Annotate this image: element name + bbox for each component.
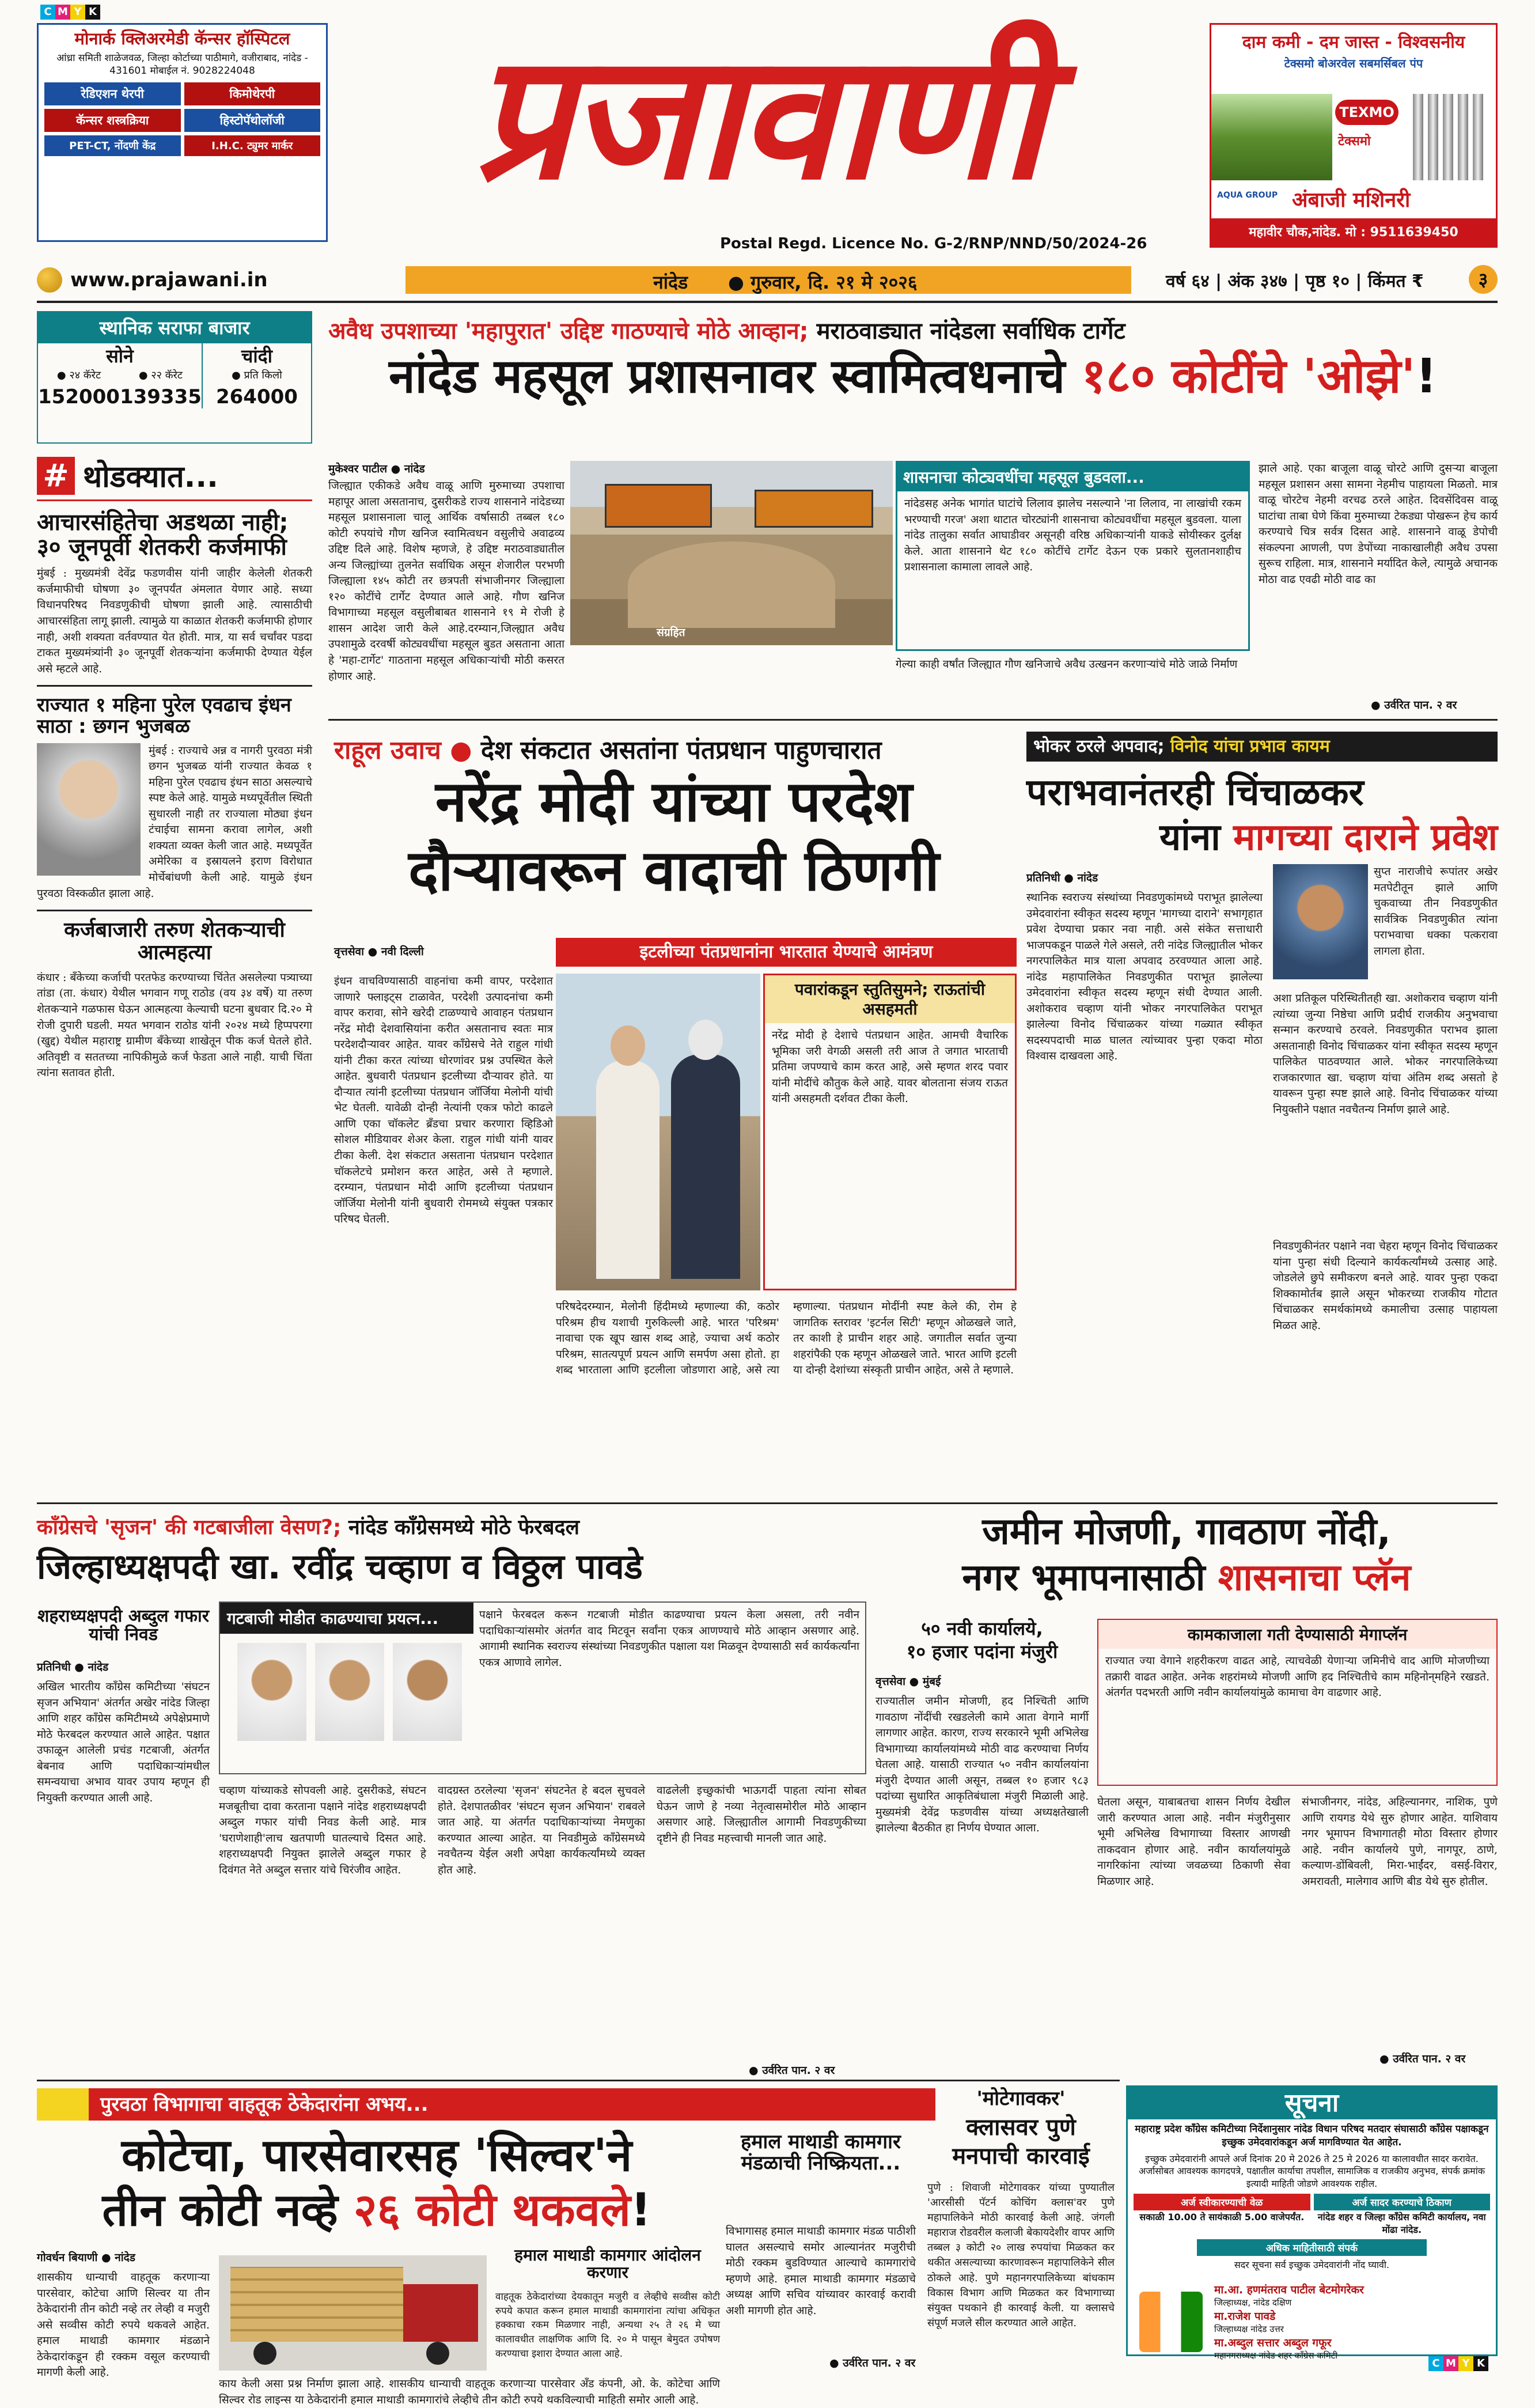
chinchalkar-kicker-2: विनोद यांचा प्रभाव कायम xyxy=(1164,736,1330,756)
lead-sidebox-text: नांदेडसह अनेक भागांत घाटांचे लिलाव झालेच नसल्याने 'ना लिलाव, ना लाखांची रकम भरण्याची गरज' अशा थाटात चोरट्यांनी शासनाचा कोट्यवधींचा महसूल बुडवला. याला नांदेड तालुका सर्वात आघाडीवर असूनही वरिष्ठ अधिकाऱ्यांनी याकडे सोयीस्कर दुर्लक्ष केले. आता शासनाने थेट १८० कोटींचे टार्गेट देऊन एक प्रकारे सुलतानशाहीच प्रशासनाला कामाला लावले आहे. xyxy=(904,497,1241,574)
dateline-bar xyxy=(37,263,1498,297)
lead-kicker-2: मराठवाड्यात नांदेडला सर्वाधिक टार्गेट xyxy=(808,318,1125,344)
cmyk-m: M xyxy=(55,5,70,20)
land-headline-2 xyxy=(875,1558,1498,1598)
lead-sidebox xyxy=(896,461,1250,651)
congress-hand-logo xyxy=(1139,2292,1203,2352)
chinchalkar-byline: प्रतिनिधी ● नांदेड xyxy=(1026,872,1098,884)
congress-body-3: वादग्रस्त ठरलेल्या 'सृजन' संघटनेत हे बदल सुचवले होते. देशपातळीवर 'संघटन सृजन अभियान' राबवले जात आहे. या अंतर्गत पदाधिकाऱ्यांच्या नेमणुका करण्यात आल्या आहेत. या निवडीमुळे काँग्रेसमध्ये नवचैतन्य येईल अशी अपेक्षा कार्यकर्त्यांमध्ये व्यक्त होत आहे. xyxy=(438,1784,645,1876)
chinchalkar-headline-1: पराभवानंतरही चिंचाळकर xyxy=(1026,771,1364,814)
congress-kicker xyxy=(37,1512,866,1540)
notice-person-3: मा.अब्दुल सत्तार अब्दुल गफूर xyxy=(1214,2337,1332,2349)
brief-2-body: मुंबई : राज्याचे अन्न व नागरी पुरवठा मंत्री छगन भुजबळ यांनी राज्यात केवळ १ महिना पुरेल एवढाच इंधन साठा असल्याचे स्पष्ट केले आहे. यामुळे मध्यपूर्वेतील स्थिती सुधारली नाही तर राज्याला मोठ्या इंधन टंचाईचा सामना करावा लागेल, अशी शक्यता व्यक्त केली जात आहे. मध्यपूर्वेत अमेरिका व इस्रायलने इराण विरोधात मोर्चेबांधणी केली आहे. यामुळे इंधन पुरवठा विस्कळीत झाला आहे. xyxy=(37,744,312,900)
supply-kicker-accent xyxy=(37,2088,89,2121)
masthead-title: प्रजावाणी xyxy=(473,17,1042,218)
brief-2-headline: राज्यात १ महिना पुरेल एवढाच इंधन साठा : छगन भुजबळ xyxy=(37,694,291,738)
ad-item-chemo: किमोथेरपी xyxy=(184,82,321,105)
supply-body-3: विभागासह हमाल माथाडी कामगार मंडळ पाठीशी घालत असल्याचे समोर आल्यानंतर मजुरीची मोठी रक्कम बुडविण्यात आल्याचे कामगारांचे म्हणणे आहे. हमाल माथाडी कामगार मंडळाचे अध्यक्ष आणि सचिव यांच्यावर कारवाई करावी अशी मागणी होत आहे. xyxy=(726,2225,916,2317)
supply-box-head: हमाल माथाडी कामगार आंदोलन करणार xyxy=(514,2246,701,2282)
modi-body-1: इंधन वाचविण्यासाठी वाहनांचा कमी वापर, परदेशात जाणारे फ्लाइट्स टाळावेत, परदेशी उत्पादनांचा कमी वापर करावा, सोने खरेदी टाळण्याचे आवाहन पंतप्रधान नरेंद्र मोदी देशवासियांना करीत असतानाच स्वतः मात्र परदेशदौऱ्यावर आहेत. यावर काँग्रेसचे नेते राहुल गांधी यांनी टीका करत त्यांच्या धोरणांवर प्रश्न उपस्थित केले आहेत. बुधवारी पंतप्रधान इटलीच्या दौऱ्यावर होते. या दौऱ्यात त्यांनी इटलीच्या पंतप्रधान जॉर्जिया मेलोनी यांची भेट घेतली. यावेळी दोन्ही नेत्यांनी एकत्र फोटो काढले आणि एका चॉकलेट ब्रँडचा प्रचार करणारा व्हिडिओ सोशल मीडियावर शेअर केला. राहुल गांधी यांनी यावर टीका केली. देश संकटात असताना पंतप्रधान परदेशात चॉकलेटचे प्रमोशन करत आहेत, असे ते म्हणाले. दरम्यान, पंतप्रधान मोदी आणि इटलीच्या पंतप्रधान जॉर्जिया मेलोनी यांनी बुधवारी रोममध्ये संयुक्त पत्रकार परिषद घेतली. xyxy=(334,975,553,1226)
modi-headline-2: दौऱ्यावरून वादाची ठिणगी xyxy=(408,838,939,904)
land-sub-2: १० हजार पदांना मंजुरी xyxy=(906,1641,1058,1663)
supply-headline-2b: २६ कोटी थकवले xyxy=(353,2184,631,2236)
lead-headline xyxy=(328,351,1498,403)
sand-truck-photo xyxy=(570,461,893,645)
masthead-rule xyxy=(37,301,1498,303)
postal-licence: Postal Regd. Licence No. G-2/RNP/NND/50/2024-26 xyxy=(720,235,1147,252)
notice-person-2: मा.राजेश पावडे xyxy=(1214,2310,1276,2323)
supply-box-text: वाहतूक ठेकेदारांच्या देयकातून मजुरी व लेव्हीचे सव्वीस कोटी रुपये कपात करून हमाल माथाडी कामगारांना त्यांचा अधिकृत हक्काचा रकम मिळणार नाही, अन्यथा २५ ते २६ मे च्या कालावधीत लाक्षणिक आणि दि. २० मे पासून बेमुदत उपोषण करण्याचा इशारा देण्यात आला आहे. xyxy=(495,2291,720,2360)
notice-time-head: अर्ज स्वीकारण्याची वेळ xyxy=(1134,2194,1310,2210)
land-body-3: संभाजीनगर, नांदेड, अहिल्यानगर, नाशिक, पुणे आणि रायगड येथे सुरु होणार आहेत. याशिवाय नगर भूमापन विभागातही मोठा विस्तार होणार आहे. नवीन कार्यालये पुणे, नागपूर, ठाणे, कल्याण-डोंबिवली, मिरा-भाईंदर, वसई-विरार, अमरावती, मालेगाव आणि बीड येथे सुरु होतील. xyxy=(1302,1796,1498,1888)
land-byline: वृत्तसेवा ● मुंबई xyxy=(875,1675,941,1688)
pump-image xyxy=(1407,94,1494,180)
thodkyat-section xyxy=(37,455,312,1504)
gold-24k-price: 152000 xyxy=(38,385,120,408)
bhujbal-photo xyxy=(37,743,141,876)
chinchalkar-body-3: निवडणुकीनंतर पक्षाने नवा चेहरा म्हणून विनोद चिंचाळकर यांना पुन्हा संधी दिल्याने कार्यकर्त्यांमध्ये उत्साह आहे. जोडलेले छुपे समीकरण बनले आहे. यावर पुन्हा एकदा शिक्कामोर्तब झाले असून भोकरच्या राजकीय गोटात चिंचाळकर समर्थकांमध्ये कमालीचा उत्साह पाहायला मिळत आहे. xyxy=(1273,1240,1498,1332)
chinchalkar-body-2: अशा प्रतिकूल परिस्थितीतही खा. अशोकराव चव्हाण यांनी त्यांच्या जुन्या निष्ठेचा आणि प्रदीर्घ राजकीय अनुभवाचा सन्मान करण्याचे ठरवले. निवडणुकीत पराभव झाला असतानाही विनोद चिंचाळकर यांना स्वीकृत सदस्य म्हणून पालिकेत पाठवण्यात आले. भोकर नगरपालिकेच्या राजकारणात खा. चव्हाण यांचा अंतिम शब्द असतो हे यावरून पुन्हा स्पष्ट झाले आहे. विनोद चिंचाळकर यांच्या नियुक्तीने पक्षात नवचैतन्य निर्माण झाले आहे. xyxy=(1273,992,1498,1116)
congress-kicker-2: नांदेड काँग्रेसमध्ये मोठे फेरबदल xyxy=(341,1516,580,1539)
ad-item-surgery: कॅन्सर शस्त्रक्रिया xyxy=(44,109,181,132)
texmo-logo: TEXMO xyxy=(1335,100,1398,125)
edition-city: नांदेड xyxy=(653,271,688,293)
motegaonkar-headline-1: क्लासवर पुणे xyxy=(966,2114,1076,2141)
lead-body-1: जिल्ह्यात एकीकडे अवैध वाळू आणि मुरुमाच्या उपशाचा महापूर आला असतानाच, दुसरीकडे राज्य शासनाने नांदेडच्या महसूल प्रशासनाला चालू आर्थिक वर्षासाठी तब्बल १८० कोटी रुपयांचे गौण खनिज स्वामित्वधन वसुलीचे अवाढव्य उद्दिष्ट दिले आहे. विशेष म्हणजे, हे उद्दिष्ट मराठवाड्यातील अन्य जिल्ह्यांच्या तुलनेत सर्वाधिक असून शेजारील परभणी जिल्ह्याला १४५ कोटी तर छत्रपती संभाजीनगर जिल्ह्याला १२० कोटींचे टार्गेट देण्यात आले आहे. गौण खनिज विभागाच्या महसूल वसुलीबाबत शासनाने १९ मे रोजी हे शासन आदेश जारी केले आहे.दरम्यान,जिल्ह्यात अवैध उपशामुळे दरवर्षी कोट्यवधींचा महसूल बुडत असताना आता हे 'महा-टार्गेट' गाठताना महसूल अधिकाऱ्यांची मोठी कसरत होणार आहे. xyxy=(328,479,564,683)
pawar-box xyxy=(763,974,1017,1290)
pawar-title: पवारांकडून स्तुतिसुमने; राऊतांची असहमती xyxy=(765,975,1015,1023)
cmyk-y-bottom: Y xyxy=(1458,2356,1473,2371)
issue-info: वर्ष ६४ | अंक ३४७ | पृष्ठ १० | किंमत ₹ xyxy=(1166,271,1424,291)
texmo-tagline: दाम कमी - दम जास्त - विश्वसनीय xyxy=(1242,32,1465,52)
chinchalkar-kicker xyxy=(1026,732,1498,762)
grain-truck-photo xyxy=(219,2255,487,2371)
congress-side-head: शहराध्यक्षपदी अब्दुल गफार यांची निवड xyxy=(37,1606,209,1645)
land-headline-2b: शासनाचा प्लॅन xyxy=(1218,1557,1411,1599)
ad-item-ihc: I.H.C. ट्युमर मार्कर xyxy=(184,135,321,156)
notice-note: सदर सूचना सर्व इच्छुक उमेदवारांनी नोंद घ्यावी. xyxy=(1234,2259,1390,2270)
ad-item-radiation: रेडिएशन थेरपी xyxy=(44,82,181,105)
cmyk-marks-top xyxy=(40,5,100,20)
congress-body-2: चव्हाण यांच्याकडे सोपवली आहे. दुसरीकडे, संघटन मजबूतीचा दावा करताना पक्षाने नांदेड शहराध्यक्षपदी अब्दुल गफार यांची निवड केली आहे. मात्र 'घराणेशाही'लाच खतपाणी घातल्याचे दिसत आहे. शहराध्यक्षपदी नियुक्त झालेले अब्दुल गफार हे दिवंगत नेते अब्दुल सत्तार यांचे चिरंजीव आहेत. xyxy=(219,1784,426,1876)
edition-date: ● गुरुवार, दि. २१ मे २०२६ xyxy=(728,271,918,293)
lead-headline-3: ! xyxy=(1415,349,1437,404)
texmo-subline: टेक्समो बोअरवेल सबमर्सिबल पंप xyxy=(1284,56,1423,70)
texmo-brand-mr: टेक्समो xyxy=(1338,134,1371,149)
notice-contacts xyxy=(1214,2282,1491,2361)
gold-22k-label: ● २२ कॅरेट xyxy=(138,369,183,381)
supply-headline-1: कोटेचा, पारसेवारसह 'सिल्वर'ने xyxy=(121,2130,632,2182)
modi-kicker-2: देश संकटात असतांना पंतप्रधान पाहुणचारात xyxy=(472,736,882,765)
cmyk-c-bottom: C xyxy=(1428,2356,1443,2371)
modi-byline: वृत्तसेवा ● नवी दिल्ली xyxy=(334,945,424,958)
lead-kicker xyxy=(328,314,1498,346)
land-headline-2a: नगर भूमापनासाठी xyxy=(962,1557,1218,1599)
chinchalkar-headline-2b: मागच्या दाराने प्रवेश xyxy=(1233,816,1498,859)
texmo-ad[interactable] xyxy=(1210,23,1498,248)
chinchalkar-side: सुप्त नाराजीचे रूपांतर अखेर मतपेटीतून झाले आणि चुकवाच्या तीन निवडणुकीत सार्वत्रिक निवडणुकीत त्यांना पराभवाचा धक्का पत्करावा लागला होता. xyxy=(1374,865,1498,957)
notice-person-1-role: जिल्हाध्यक्ष, नांदेड दक्षिण xyxy=(1214,2297,1292,2308)
brief-3-headline: कर्जबाजारी तरुण शेतकऱ्याची आत्महत्या xyxy=(64,918,285,964)
land-body-2: घेतला असून, याबाबतचा शासन निर्णय देखील जारी करण्यात आला आहे. नवीन मंजुरीनुसार भूमी अभिलेख विभागाच्या विस्तार आणखी ताकदवान होणार आहे. नवीन कार्यालयांमुळे नागरिकांना त्यांच्या जवळच्या ठिकाणी सेवा मिळणार आहे. xyxy=(1097,1796,1290,1888)
lead-headline-1: नांदेड महसूल प्रशासनावर स्वामित्वधनाचे xyxy=(389,349,1082,404)
supply-headline-2c: ! xyxy=(630,2184,651,2236)
lead-byline: मुकेश्वर पाटील ● नांदेड xyxy=(328,463,425,475)
gold-24k-label: ● २४ कॅरेट xyxy=(56,369,101,381)
chinchalkar-photo xyxy=(1273,864,1368,979)
congress-body-1: अखिल भारतीय काँग्रेस कमिटीच्या 'संघटन सृजन अभियान' अंतर्गत अखेर नांदेड जिल्हा आणि शहर काँग्रेस कमिटीमध्ये अपेक्षेप्रमाणे मोठे फेरबदल करण्यात आले आहेत. पक्षात उफाळून आलेली प्रचंड गटबाजी, अंतर्गत बेबनाव आणि पदाधिकाऱ्यांमधील समन्वयाचा अभाव यावर उपाय म्हणून ही नियुक्ती करण्यात आली आहे. xyxy=(37,1680,210,1804)
notice-text-1: महाराष्ट्र प्रदेश काँग्रेस कमिटीच्या निर्देशानुसार नांदेड विधान परिषद मतदार संघासाठी काँग्रेस पक्षाकडून इच्छुक उमेदवारांकडून अर्ज मागविण्यात येत आहेत. xyxy=(1135,2123,1489,2148)
chinchalkar-kicker-1: भोकर ठरले अपवाद; xyxy=(1033,736,1165,756)
hospital-ad[interactable] xyxy=(37,23,328,242)
chinchalkar-body-1: स्थानिक स्वराज्य संस्थांच्या निवडणुकांमध्ये पराभूत झालेल्या उमेदवारांना स्वीकृत सदस्य म्हणून 'मागच्या दाराने' सभागृहात प्रवेश देण्याचा प्रकार नवा नाही. असे संकेत सत्ताधारी भाजपकडून पाळले गेले असले, तरी नांदेड जिल्ह्यातील भोकर नगरपालिकेत मात्र याला अपवाद ठरवण्यात आला आहे. नांदेड महापालिकेत निवडणुकीत पराभूत झालेल्या उमेदवारांना स्वीकृत सदस्य म्हणून संधी देण्यात आली. अशोकराव चव्हाण यांनी भोकर नगरपालिकेत पराभूत झालेल्या विनोद चिंचाळकर यांच्या गळ्यात स्वीकृत सदस्यपदाची माळ घालत त्यांच्यावर पुन्हा एकदा मोठा विश्वास दाखवला आहे. xyxy=(1026,891,1263,1063)
website[interactable]: www.prajawani.in xyxy=(70,268,268,291)
shop-address: महावीर चौक,नांदेड. मो : 9511639450 xyxy=(1211,218,1496,247)
congress-kicker-1: काँग्रेसचे 'सृजन' की गटबाजीला वेसण?; xyxy=(37,1516,342,1539)
notice-person-1: मा.आ. हणमंतराव पाटील बेटमोगरेकर xyxy=(1214,2284,1364,2296)
lead-body-2: झाले आहे. एका बाजूला वाळू चोरटे आणि दुसऱ्या बाजूला महसूल प्रशासन असा सामना नेहमीच पाहायला मिळतो. मात्र वाळू चोरटेच नेहमी वरचढ ठरले आहेत. दिवसेंदिवस वाळू घाटांचा ताबा घेणे किंवा मुरुमाच्या टेकड्या पोखरून हेच कार्य करण्याचे चित्र सर्वत्र दिसत आहे. शासनाने वाळू डेपोची संकल्पना आणली, पण डेपोंच्या नाकाखालीही अवैध उपसा सुरूच राहिला. मात्र, शासनाने मर्यादित केले, त्यामुळे अचानक मोठा वाढ एवढी मोठी वाढ का xyxy=(1259,462,1498,586)
land-headline-1: जमीन मोजणी, गावठाण नोंदी, xyxy=(982,1510,1391,1553)
modi-kicker-1: राहूल उवाच ● xyxy=(334,736,472,765)
congress-body-4: वाढलेली इच्छुकांची भाऊगर्दी पाहता त्यांना सोबत घेऊन जाणे हे नव्या नेतृत्वासमोरील मोठे आव्हान असणार आहे. जिल्ह्यातील आगामी निवडणुकीच्या दृष्टीने ही निवड महत्त्वाची मानली जात आहे. xyxy=(657,1784,866,1845)
cmyk-marks-bottom xyxy=(1428,2356,1488,2371)
notice-place-head: अर्ज सादर करण्याचे ठिकाण xyxy=(1314,2194,1491,2210)
congress-continued[interactable]: ● उर्वरित पान. २ वर xyxy=(749,2064,835,2077)
cmyk-k-bottom: K xyxy=(1473,2356,1488,2371)
land-box-title: कामकाजाला गती देण्यासाठी मेगाप्लॅन xyxy=(1098,1620,1496,1649)
cmyk-k: K xyxy=(85,5,100,20)
silver-price: 264000 xyxy=(215,385,298,408)
modi-kicker xyxy=(334,732,1014,766)
leader-photo-2 xyxy=(315,1643,384,1741)
silver-kilo-label: ● प्रति किलो xyxy=(232,369,282,381)
price-badge: ३ xyxy=(1469,265,1498,294)
thodkyat-title: थोडक्यात... xyxy=(83,460,218,494)
congress-box-title: गटबाजी मोडीत काढण्याचा प्रयत्न... xyxy=(220,1603,473,1634)
lead-kicker-1: अवैध उपशाच्या 'महापुरात' उद्दिष्ट गाठण्याचे मोठे आव्हान; xyxy=(328,318,809,344)
modi-subhead: इटलीच्या पंतप्रधानांना भारतात येण्याचे आमंत्रण xyxy=(556,938,1017,967)
brief-1-body: मुंबई : मुख्यमंत्री देवेंद्र फडणवीस यांनी जाहीर केलेली शेतकरी कर्जमाफीची घोषणा ३० जूनपर्यंत अंमलात येणार आहे. सध्या विधानपरिषद निवडणुकीची घोषणा झाली आहे. त्यासाठीची आचारसंहिता लागू झाली. त्यामुळे या काळात शेतकरी कर्जमाफी होणार नाही, अशी शक्यता वर्तवण्यात येत होती. मात्र, या सर्व चर्चांवर पडदा टाकत मुख्यमंत्र्यांनी ३० जूनपूर्वी शेतकऱ्यांना कर्जमाफी देण्यात येईल असे म्हटले आहे. xyxy=(37,567,312,675)
congress-headline: जिल्हाध्यक्षपदी खा. रवींद्र चव्हाण व विठ्ठल पावडे xyxy=(37,1547,643,1587)
shop-name: अंबाजी मशिनरी xyxy=(1292,188,1411,212)
supply-side-head: हमाल माथाडी कामगार मंडळाची निष्क्रियता... xyxy=(741,2130,901,2175)
supply-byline: गोवर्धन बियाणी ● नांदेड xyxy=(37,2251,135,2264)
brief-3-body: कंधार : बँकेच्या कर्जाची परतफेड करण्याच्या चिंतेत असलेल्या पत्र्याच्या तांडा (ता. कंधार) येथील भगवान गणू राठोड (वय ३४ वर्षे) या तरुण शेतकऱ्याने गळफास घेऊन आत्महत्या केल्याची घटना बुधवार दि.२० मे रोजी दुपारी घडली. मयत भगवान राठोड यांनी २०२४ मध्ये हिप्पपरगा (खुद्द) येथील महाराष्ट्र ग्रामीण बँकेच्या शाखेतून पीक कर्ज घेतले होते. अतिवृष्टी व सततच्या नापिकीमुळे कर्ज फेडता आले नाही. याची चिंता त्यांना सतावत होती. xyxy=(37,971,312,1080)
date-band xyxy=(405,266,1131,294)
modi-headline-1: नरेंद्र मोदी यांच्या परदेश xyxy=(435,769,912,835)
brief-1-headline: आचारसंहितेचा अडथळा नाही; ३० जूनपूर्वी शेतकरी कर्जमाफी xyxy=(37,509,289,561)
photo-caption: संग्रहित xyxy=(657,626,685,639)
supply-kicker: पुरवठा विभागाचा वाहतूक ठेकेदारांना अभय... xyxy=(37,2088,935,2121)
congress-box xyxy=(219,1601,866,1774)
lead-headline-2: १८० कोटींचे 'ओझे' xyxy=(1081,349,1416,404)
rule-3 xyxy=(37,2080,1120,2081)
land-sub-1: ५० नवी कार्यालये, xyxy=(921,1618,1043,1640)
motegaonkar-headline-2: मनपाची कारवाई xyxy=(952,2143,1090,2170)
globe-icon xyxy=(37,267,62,293)
motegaonkar-quote: 'मोटेगावकर' xyxy=(976,2087,1066,2110)
field-image xyxy=(1211,94,1332,180)
hospital-ad-title: मोनार्क क्लिअरमेडी कॅन्सर हॉस्पिटल xyxy=(74,29,290,48)
notice-title: सूचना xyxy=(1128,2087,1496,2119)
lead-sidebox-title: शासनाचा कोट्यवधींचा महसूल बुडवला... xyxy=(897,463,1248,491)
rule-1 xyxy=(328,719,1498,721)
chinchalkar-headline-2 xyxy=(1026,818,1498,858)
supply-continued[interactable]: ● उर्वरित पान. २ वर xyxy=(829,2357,916,2369)
ad-item-histo: हिस्टोपॅथोलॉजी xyxy=(184,109,321,132)
notice-time-value: सकाळी 10.00 ते सायंकाळी 5.00 वाजेपर्यंत. xyxy=(1139,2211,1305,2223)
land-continued[interactable]: ● उर्वरित पान. २ वर xyxy=(1379,2053,1466,2065)
motegaonkar-body: पुणे : शिवाजी मोटेगावकर यांच्या पुण्यातील 'आरसीसी पॅटर्न कोचिंग क्लास'वर पुणे महापालिकेने मोठी कारवाई केली आहे. जंगली महाराज रोडवरील कलाजी बेकायदेशीर वापर आणि तब्बल ३ कोटी २० लाख रुपयांचा मिळकत कर थकीत असल्याच्या कारणावरून महापालिकेने सील ठोकले आहे. पुणे महानगरपालिकेच्या बांधकाम विकास विभाग आणि मिळकत कर विभागाच्या संयुक्त पथकाने ही कारवाई केली. या क्लासचे संपूर्ण मजले सील करण्यात आले आहेत. xyxy=(927,2182,1115,2329)
congress-notice xyxy=(1126,2085,1498,2361)
hash-icon: # xyxy=(37,457,75,495)
supply-headline-2a: तीन कोटी नव्हे xyxy=(102,2184,354,2236)
sarafa-title: स्थानिक सराफा बाजार xyxy=(38,312,311,343)
notice-more: अधिक माहितीसाठी संपर्क xyxy=(1197,2239,1427,2256)
silver-label: चांदी xyxy=(241,345,272,367)
cmyk-m-bottom: M xyxy=(1443,2356,1458,2371)
pawar-text: नरेंद्र मोदी हे देशाचे पंतप्रधान आहेत. आमची वैचारिक भूमिका जरी वेगळी असली तरी आज ते जगात भारताची प्रतिमा जपण्याचे काम करत आहे, असे म्हणत शरद पवार यांनी मोदींचे कौतुक केले आहे. यावर बोलताना संजय राऊत यांनी असहमती दर्शवत टीका केली. xyxy=(772,1029,1008,1105)
chinchalkar-headline-2a: यांना xyxy=(1159,816,1234,859)
leader-photo-3 xyxy=(393,1643,462,1741)
supply-body-1: शासकीय धान्याची वाहतूक करणाऱ्या पारसेवार, कोटेचा आणि सिल्वर या तीन ठेकेदारांनी तीन कोटी नव्हे तर लेव्ही व मजुरी असे सव्वीस कोटी रुपये थकवले आहेत. हमाल माथाडी कामगार मंडळाने ठेकेदारांकडून ही रक्कम वसूल करण्याची मागणी केली आहे. xyxy=(37,2271,210,2379)
notice-place-value: नांदेड शहर व जिल्हा काँग्रेस कमिटी कार्यालय, नवा मोंढा नांदेड. xyxy=(1317,2211,1486,2235)
cmyk-c: C xyxy=(40,5,55,20)
supply-body-2: काय केली असा प्रश्न निर्माण झाला आहे. शासकीय धान्याची वाहतूक करणाऱ्या पारसेवार अँड कंपनी, ओ. के. कोटेचा आणि सिल्वर रोड लाइन्स या ठेकेदारांनी हमाल माथाडी कामगारांचे लेव्हीचे तीन कोटी रुपये थकविल्याची माहिती समोर आली आहे. xyxy=(219,2377,720,2406)
leader-photo-1 xyxy=(237,1643,306,1741)
land-body-1: राज्यातील जमीन मोजणी, हद निश्चिती आणि गावठाण नोंदींची रखडलेली कामे आता वेगाने मार्गी लागणार आहेत. कारण, राज्य सरकारने भूमी अभिलेख विभागाच्या कार्यालयांमध्ये मोठी वाढ करण्याचा निर्णय घेतला आहे. यासाठी राज्यात ५० नवीन कार्यालयांना मंजुरी देण्यात आली असून, तब्बल १० हजार ९८३ पदांच्या सुधारित आकृतिबंधाला मंजुरी मिळाली आहे. मुख्यमंत्री देवेंद्र फडणवीस यांच्या अध्यक्षतेखाली झालेल्या बैठकीत हा निर्णय घेण्यात आला. xyxy=(875,1695,1089,1835)
hospital-ad-address: आंध्रा समिती शाळेजवळ, जिल्हा कोर्टाच्या पाठीमागे, वजीराबाद, नांदेड - 431601 मोबाईल नं. 9028224048 xyxy=(56,52,308,77)
lead-body-3: गेल्या काही वर्षांत जिल्ह्यात गौण खनिजाचे अवैध उत्खनन करणाऱ्यांचे मोठे जाळे निर्माण xyxy=(896,658,1238,671)
aqua-group: AQUA GROUP xyxy=(1217,191,1278,200)
congress-box-text: पक्षाने फेरबदल करून गटबाजी मोडीत काढण्याचा प्रयत्न केला असला, तरी नवीन पदाधिकाऱ्यांसमोर अंतर्गत वाद मिटवून सर्वांना एकत्र आणण्याचे मोठे आव्हान असणार आहे. आगामी स्थानिक स्वराज्य संस्थांच्या निवडणुकीत पक्षाला यश मिळवून देण्यासाठी सर्व कार्यकर्त्यांना एकत्र आणावे लागेल. xyxy=(479,1608,859,1669)
sarafa-box xyxy=(37,311,312,444)
land-box xyxy=(1097,1619,1498,1786)
notice-person-2-role: जिल्हाध्यक्ष नांदेड उत्तर xyxy=(1214,2324,1284,2334)
gold-label: सोने xyxy=(106,345,134,367)
congress-byline: प्रतिनिधी ● नांदेड xyxy=(37,1661,109,1674)
notice-text-2: इच्छुक उमेदवारांनी आपले अर्ज दिनांक 20 मे 2026 ते 25 मे 2026 या कालावधीत सादर करावेत. अर्जासोबत आवश्यक कागदपत्रे, पक्षातील कार्याचा तपशील, सामाजिक व राजकीय अनुभव, संपर्क क्रमांक इत्यादी माहिती जोडणे आवश्यक राहील. xyxy=(1138,2153,1485,2190)
land-box-text: राज्यात ज्या वेगाने शहरीकरण वाढत आहे, त्याचवेळी येणाऱ्या जमिनीचे वाद आणि मोजणीच्या तक्रारी वाढत आहेत. अनेक शहरांमध्ये मोजणी आणि हद निश्चितीचे काम महिनोन्‌महिने रखडते. अंतर्गत पदभरती आणि नवीन कार्यालयांमुळे कामाचा वेग वाढणार आहे. xyxy=(1105,1654,1489,1699)
modi-meloni-photo xyxy=(556,974,760,1290)
cmyk-y: Y xyxy=(70,5,85,20)
rule-2 xyxy=(37,1502,1498,1504)
supply-headline-2 xyxy=(37,2186,717,2235)
notice-person-3-role: महानगराध्यक्ष नांदेड शहर काँग्रेस कमिटी xyxy=(1214,2350,1338,2361)
lead-continued[interactable]: ● उर्वरित पान. २ वर xyxy=(1371,699,1457,711)
ad-item-petct: PET-CT, नोंदणी केंद्र xyxy=(44,135,181,156)
modi-body-2: परिषदेदरम्यान, मेलोनी हिंदीमध्ये म्हणाल्या की, कठोर परिश्रम हीच यशाची गुरुकिल्ली आहे. भारत 'परिश्रम' नावाचा एक खूप खास शब्द आहे, ज्याचा अर्थ कठोर परिश्रम, सातत्यपूर्ण प्रयत्न आणि समर्पण असा होतो. हा शब्द भारताला आणि इटलीला जोडणारा आहे, असे त्या म्हणाल्या. पंतप्रधान मोदींनी स्पष्ट केले की, रोम हे जागतिक स्तरावर 'इटर्नल सिटी' म्हणून ओळखले जाते, तर काशी हे प्राचीन शहर आहे. जगातील सर्वात जुन्या शहरांपैकी एक म्हणून ओळखले जाते. भारत आणि इटली या दोन्ही देशांच्या संस्कृती प्राचीन आहेत, असे ते म्हणाले. xyxy=(556,1300,1017,1377)
gold-22k-price: 139335 xyxy=(119,385,202,408)
